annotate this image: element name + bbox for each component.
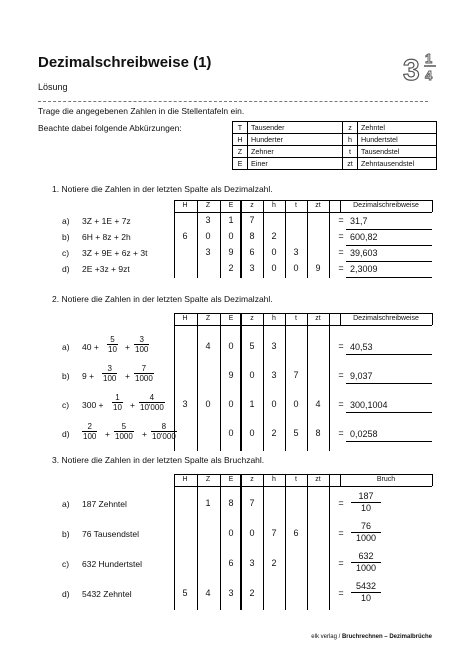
place-digit: 0 <box>271 247 277 257</box>
fraction <box>114 422 134 441</box>
grid-line <box>174 212 432 213</box>
item-label: d) <box>62 264 70 274</box>
place-digit: 1 <box>249 399 255 409</box>
result-fraction <box>352 551 380 574</box>
place-digit: 5 <box>182 588 188 598</box>
place-digit: 1 <box>205 498 211 508</box>
result-value: 300,1004 <box>350 400 388 410</box>
fraction-numerator: 1 <box>115 393 120 402</box>
fraction-numerator: 4 <box>149 393 155 402</box>
section-heading: 1. Notiere die Zahlen in der letzten Spalte als Dezimalzahl. <box>52 184 273 194</box>
abbreviation-value: Tausendstel <box>358 146 437 158</box>
grid-line <box>174 474 432 475</box>
equals-sign: = <box>338 428 344 438</box>
place-digit: 2 <box>271 428 277 438</box>
fraction-denominator: 10 <box>351 502 381 514</box>
result-fraction <box>352 581 380 604</box>
place-digit: 6 <box>249 247 255 257</box>
fraction-denominator: 10 <box>113 403 122 412</box>
fraction-denominator: 1000 <box>115 432 133 441</box>
grid-line <box>174 200 432 201</box>
abbreviation-key: zt <box>343 158 358 170</box>
result-underline <box>346 277 432 278</box>
abbreviation-value: Hunderter <box>248 134 343 146</box>
item-label: b) <box>62 232 70 242</box>
fraction-denominator: 1000 <box>351 562 381 574</box>
place-digit: 3 <box>228 588 234 598</box>
grid-line <box>340 313 341 325</box>
fraction <box>134 335 149 354</box>
place-digit: 0 <box>271 399 277 409</box>
equals-sign: = <box>338 558 344 568</box>
place-digit: 5 <box>293 428 299 438</box>
result-value: 0,0258 <box>350 429 378 439</box>
equals-sign: = <box>338 247 344 257</box>
expression-operator: + <box>125 342 130 352</box>
grid-line <box>307 474 308 610</box>
footer-book: Bruchrechnen – Dezimalbrüche <box>341 634 432 640</box>
place-digit: 5 <box>249 341 255 351</box>
place-digit: 0 <box>249 370 255 380</box>
result-value: 600,82 <box>350 232 378 242</box>
expression-term: 40 + <box>82 342 99 352</box>
abbreviation-key: Z <box>233 146 248 158</box>
fraction-denominator: 10 <box>108 345 117 354</box>
abbreviation-key: E <box>233 158 248 170</box>
place-digit: 0 <box>205 231 211 241</box>
place-header: z <box>250 202 254 209</box>
grid-line <box>329 474 330 610</box>
place-digit: 9 <box>315 263 321 273</box>
page-title: Dezimalschreibweise (1) <box>38 54 212 71</box>
grid-line <box>329 313 330 451</box>
item-label: c) <box>62 400 70 410</box>
item-label: a) <box>62 216 70 226</box>
place-header: h <box>272 315 276 322</box>
grid-line <box>197 313 198 451</box>
abbreviation-value: Einer <box>248 158 343 170</box>
place-header: z <box>250 315 254 322</box>
expression: 76 Tausendstel <box>82 529 140 539</box>
grid-line <box>174 486 432 487</box>
place-digit: 1 <box>228 215 234 225</box>
expression: 187 Zehntel <box>82 499 127 509</box>
place-digit: 0 <box>249 528 255 538</box>
fraction-numerator: 187 <box>358 491 374 501</box>
fraction-numerator: 5 <box>110 335 115 344</box>
place-digit: 3 <box>249 263 255 273</box>
fraction <box>102 364 117 383</box>
place-digit: 9 <box>228 370 234 380</box>
svg-text:1: 1 <box>425 51 433 66</box>
place-digit: 0 <box>293 263 299 273</box>
fraction-denominator: 100 <box>103 374 117 383</box>
expression-operator: + <box>105 429 110 439</box>
item-label: c) <box>62 559 70 569</box>
abbreviation-row <box>233 146 437 158</box>
abbreviation-row <box>233 134 437 146</box>
fraction-denominator: 10'000 <box>140 403 164 412</box>
place-digit: 3 <box>205 215 211 225</box>
place-digit: 4 <box>205 588 211 598</box>
equals-sign: = <box>338 231 344 241</box>
result-underline <box>346 441 432 442</box>
fraction-logo <box>402 50 438 84</box>
place-header: h <box>272 202 276 209</box>
item-label: a) <box>62 342 70 352</box>
abbreviation-key: z <box>343 122 358 134</box>
fraction-numerator: 3 <box>107 364 112 373</box>
place-header: t <box>295 202 297 209</box>
expression: 632 Hundertstel <box>82 559 143 569</box>
place-header: z <box>250 476 254 483</box>
place-header: t <box>295 476 297 483</box>
subtitle: Lösung <box>38 82 68 92</box>
dashed-divider <box>38 101 428 102</box>
place-digit: 6 <box>293 528 299 538</box>
item-label: d) <box>62 429 70 439</box>
grid-line <box>432 200 433 212</box>
fraction-denominator: 100 <box>135 345 149 354</box>
abbreviation-key: T <box>233 122 248 134</box>
result-underline <box>346 229 432 230</box>
fraction <box>151 422 177 441</box>
grid-line <box>174 313 432 314</box>
equals-sign: = <box>338 399 344 409</box>
fraction-denominator: 10 <box>351 592 381 604</box>
fraction-numerator: 7 <box>141 364 147 373</box>
abbreviation-value: Zehntausendstel <box>358 158 437 170</box>
result-value: 39,603 <box>350 248 378 258</box>
abbreviation-value: Tausender <box>248 122 343 134</box>
instruction-text: Trage die angegebenen Zahlen in die Stellentafeln ein. <box>38 106 245 116</box>
result-fraction <box>352 491 380 514</box>
place-header: H <box>182 315 188 322</box>
fraction-numerator: 5432 <box>355 581 377 591</box>
expression-operator: + <box>130 400 135 410</box>
fraction-numerator: 2 <box>87 422 92 431</box>
place-header: h <box>272 476 276 483</box>
result-value: 2,3009 <box>350 264 378 274</box>
place-digit: 0 <box>228 399 234 409</box>
place-digit: 7 <box>249 215 255 225</box>
place-header: zt <box>315 202 321 209</box>
place-digit: 8 <box>249 231 255 241</box>
place-header: zt <box>315 476 321 483</box>
abbreviation-key: h <box>343 134 358 146</box>
expression-term: 300 + <box>82 400 104 410</box>
place-digit: 2 <box>271 558 277 568</box>
place-digit: 7 <box>293 370 299 380</box>
place-digit: 4 <box>315 399 321 409</box>
result-underline <box>346 412 432 413</box>
result-value: 40,53 <box>350 342 373 352</box>
item-label: b) <box>62 529 70 539</box>
place-digit: 2 <box>228 263 234 273</box>
grid-line <box>340 474 341 486</box>
fraction <box>107 335 118 354</box>
place-digit: 2 <box>249 588 255 598</box>
item-label: b) <box>62 371 70 381</box>
place-digit: 3 <box>271 370 277 380</box>
abbreviation-value: Hundertstel <box>358 134 437 146</box>
fraction-numerator: 5 <box>121 422 127 431</box>
result-fraction <box>352 521 380 544</box>
grid-line <box>432 313 433 325</box>
fraction <box>139 393 165 412</box>
svg-text:4: 4 <box>425 68 433 83</box>
abbreviation-value: Zehner <box>248 146 343 158</box>
fraction-numerator: 632 <box>358 551 374 561</box>
place-digit: 0 <box>249 428 255 438</box>
item-label: c) <box>62 248 70 258</box>
abbreviation-row <box>233 158 437 170</box>
place-header: E <box>228 476 234 483</box>
fraction-numerator: 76 <box>360 521 371 531</box>
place-digit: 0 <box>228 341 234 351</box>
fraction-denominator: 1000 <box>135 374 153 383</box>
place-digit: 6 <box>182 231 188 241</box>
item-label: a) <box>62 499 70 509</box>
expression: 5432 Zehntel <box>82 589 132 599</box>
fraction <box>112 393 123 412</box>
grid-line <box>340 200 341 212</box>
place-digit: 2 <box>271 231 277 241</box>
result-header: Bruch <box>376 476 396 483</box>
expression: 3Z + 1E + 7z <box>82 216 131 226</box>
grid-line <box>174 325 432 326</box>
section-heading: 3. Notiere die Zahlen in der letzten Spalte als Bruchzahl. <box>52 455 265 465</box>
result-underline <box>346 261 432 262</box>
place-digit: 0 <box>293 399 299 409</box>
grid-line <box>432 474 433 486</box>
footer-publisher: elk verlag / <box>311 634 341 640</box>
footer <box>311 634 432 640</box>
result-value: 9,037 <box>350 371 373 381</box>
result-underline <box>346 245 432 246</box>
place-digit: 3 <box>271 341 277 351</box>
grid-line <box>263 474 264 610</box>
place-header: H <box>182 202 188 209</box>
abbreviation-row <box>233 122 437 134</box>
fraction <box>82 422 97 441</box>
abbreviation-key: t <box>343 146 358 158</box>
place-digit: 3 <box>293 247 299 257</box>
abbreviation-value: Zehntel <box>358 122 437 134</box>
place-digit: 7 <box>271 528 277 538</box>
place-digit: 0 <box>205 399 211 409</box>
fraction-denominator: 10'000 <box>152 432 176 441</box>
expression-operator: + <box>142 429 147 439</box>
fraction-numerator: 3 <box>139 335 144 344</box>
equals-sign: = <box>338 588 344 598</box>
instruction-text: Beachte dabei folgende Abkürzungen: <box>38 123 182 133</box>
equals-sign: = <box>338 263 344 273</box>
section-heading: 2. Notiere die Zahlen in der letzten Spalte als Dezimalzahl. <box>52 294 273 304</box>
place-digit: 3 <box>205 247 211 257</box>
result-header: Dezimalschreibweise <box>353 202 419 209</box>
place-digit: 6 <box>228 558 234 568</box>
fraction-denominator: 100 <box>83 432 97 441</box>
expression-operator: + <box>125 371 130 381</box>
result-underline <box>346 354 432 355</box>
result-value: 31,7 <box>350 216 368 226</box>
abbreviation-table <box>232 121 437 170</box>
equals-sign: = <box>338 341 344 351</box>
place-digit: 3 <box>182 399 188 409</box>
expression: 2E +3z + 9zt <box>82 264 130 274</box>
expression-term: 9 + <box>82 371 95 381</box>
expression: 6H + 8z + 2h <box>82 232 131 242</box>
grid-line <box>329 200 330 278</box>
fraction-numerator: 8 <box>161 422 167 431</box>
result-underline <box>346 383 432 384</box>
place-header: zt <box>315 315 321 322</box>
place-header: H <box>182 476 188 483</box>
equals-sign: = <box>338 215 344 225</box>
result-header: Dezimalschreibweise <box>353 315 419 322</box>
place-digit: 3 <box>249 558 255 568</box>
place-header: Z <box>205 315 211 322</box>
place-header: t <box>295 315 297 322</box>
place-digit: 0 <box>228 428 234 438</box>
expression: 3Z + 9E + 6z + 3t <box>82 248 148 258</box>
place-header: E <box>228 315 234 322</box>
place-digit: 9 <box>228 247 234 257</box>
equals-sign: = <box>338 370 344 380</box>
item-label: d) <box>62 589 70 599</box>
place-digit: 8 <box>315 428 321 438</box>
place-digit: 0 <box>271 263 277 273</box>
place-header: E <box>228 202 234 209</box>
place-digit: 0 <box>228 231 234 241</box>
equals-sign: = <box>338 498 344 508</box>
place-digit: 0 <box>228 528 234 538</box>
place-digit: 8 <box>228 498 234 508</box>
place-header: Z <box>205 202 211 209</box>
place-digit: 4 <box>205 341 211 351</box>
abbreviation-key: H <box>233 134 248 146</box>
equals-sign: = <box>338 528 344 538</box>
grid-line <box>285 474 286 610</box>
place-digit: 7 <box>249 498 255 508</box>
place-header: Z <box>205 476 211 483</box>
fraction-denominator: 1000 <box>351 532 381 544</box>
fraction <box>134 364 154 383</box>
svg-text:3: 3 <box>403 54 420 84</box>
